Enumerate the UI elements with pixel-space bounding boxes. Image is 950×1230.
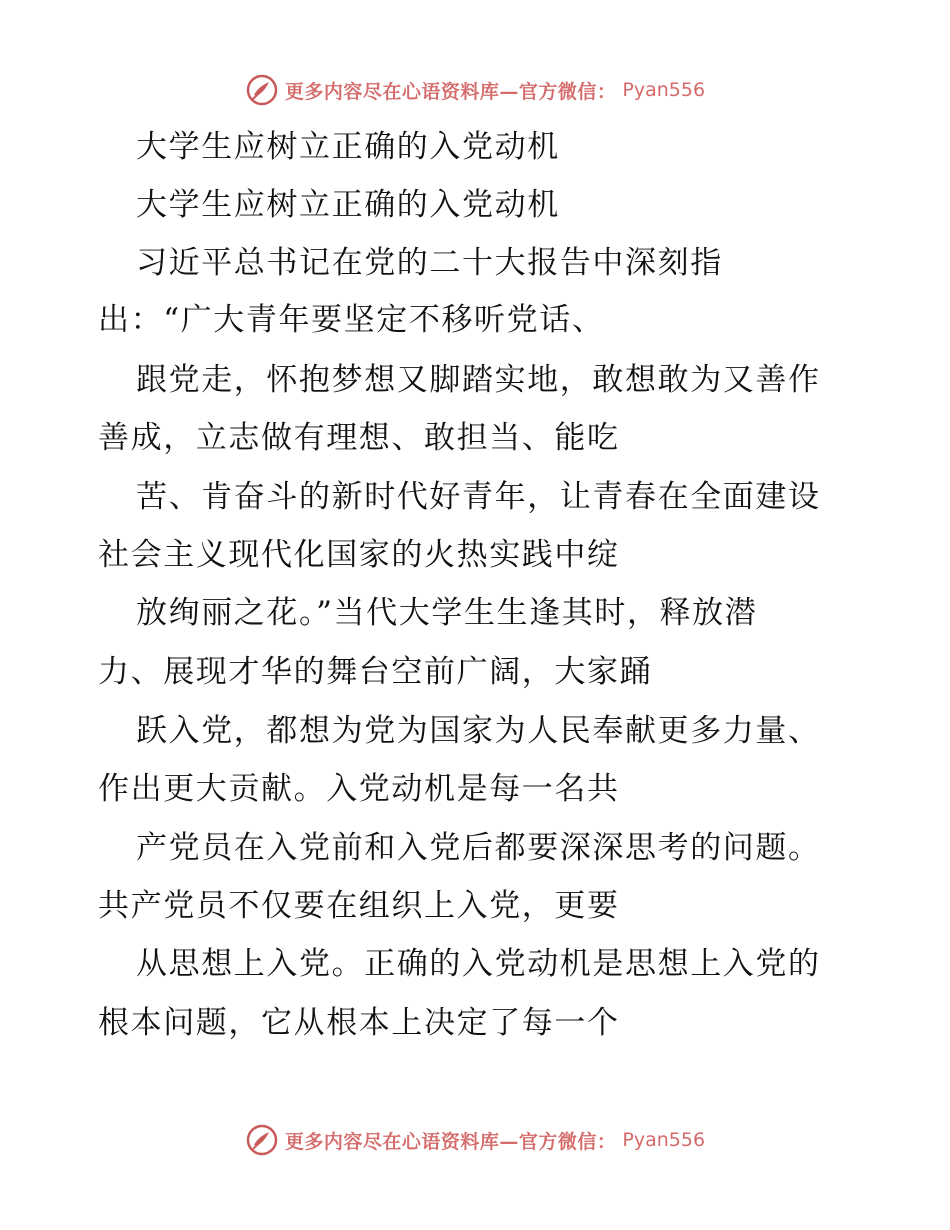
banner-wechat-id: Pyan556 bbox=[622, 79, 706, 101]
header-banner bbox=[0, 70, 950, 110]
body-line: 跃入党，都想为党为国家为人民奉献更多力量、 bbox=[136, 713, 821, 749]
book-quill-logo-icon bbox=[245, 73, 279, 107]
banner-text: 更多内容尽在心语资料库—官方微信： bbox=[284, 80, 617, 103]
body-line: 放绚丽之花。”当代大学生生逢其时，释放潜 bbox=[136, 595, 758, 631]
body-line: 作出更大贡献。入党动机是每一名共 bbox=[98, 771, 620, 807]
body-line: 根本问题，它从根本上决定了每一个 bbox=[98, 1005, 620, 1041]
body-line: 力、展现才华的舞台空前广阔，大家踊 bbox=[98, 654, 653, 690]
book-quill-logo-icon bbox=[245, 1123, 279, 1157]
body-line: 出：“广大青年要坚定不移听党话、 bbox=[98, 302, 605, 338]
body-line: 社会主义现代化国家的火热实践中绽 bbox=[98, 537, 620, 573]
body-line: 苦、肯奋斗的新时代好青年，让青春在全面建设 bbox=[136, 479, 821, 515]
body-line: 共产党员不仅要在组织上入党，更要 bbox=[98, 888, 620, 924]
body-line: 习近平总书记在党的二十大报告中深刻指 bbox=[136, 245, 723, 281]
document-title-repeat: 大学生应树立正确的入党动机 bbox=[136, 187, 560, 223]
banner-wechat-id: Pyan556 bbox=[622, 1129, 706, 1151]
body-line: 跟党走，怀抱梦想又脚踏实地，敢想敢为又善作 bbox=[136, 362, 821, 398]
body-line: 从思想上入党。正确的入党动机是思想上入党的 bbox=[136, 946, 821, 982]
banner-text: 更多内容尽在心语资料库—官方微信： bbox=[284, 1130, 617, 1153]
document-title: 大学生应树立正确的入党动机 bbox=[136, 129, 560, 165]
body-line: 产党员在入党前和入党后都要深深思考的问题。 bbox=[136, 830, 821, 866]
footer-banner bbox=[0, 1120, 950, 1160]
body-line: 善成，立志做有理想、敢担当、能吃 bbox=[98, 420, 620, 456]
